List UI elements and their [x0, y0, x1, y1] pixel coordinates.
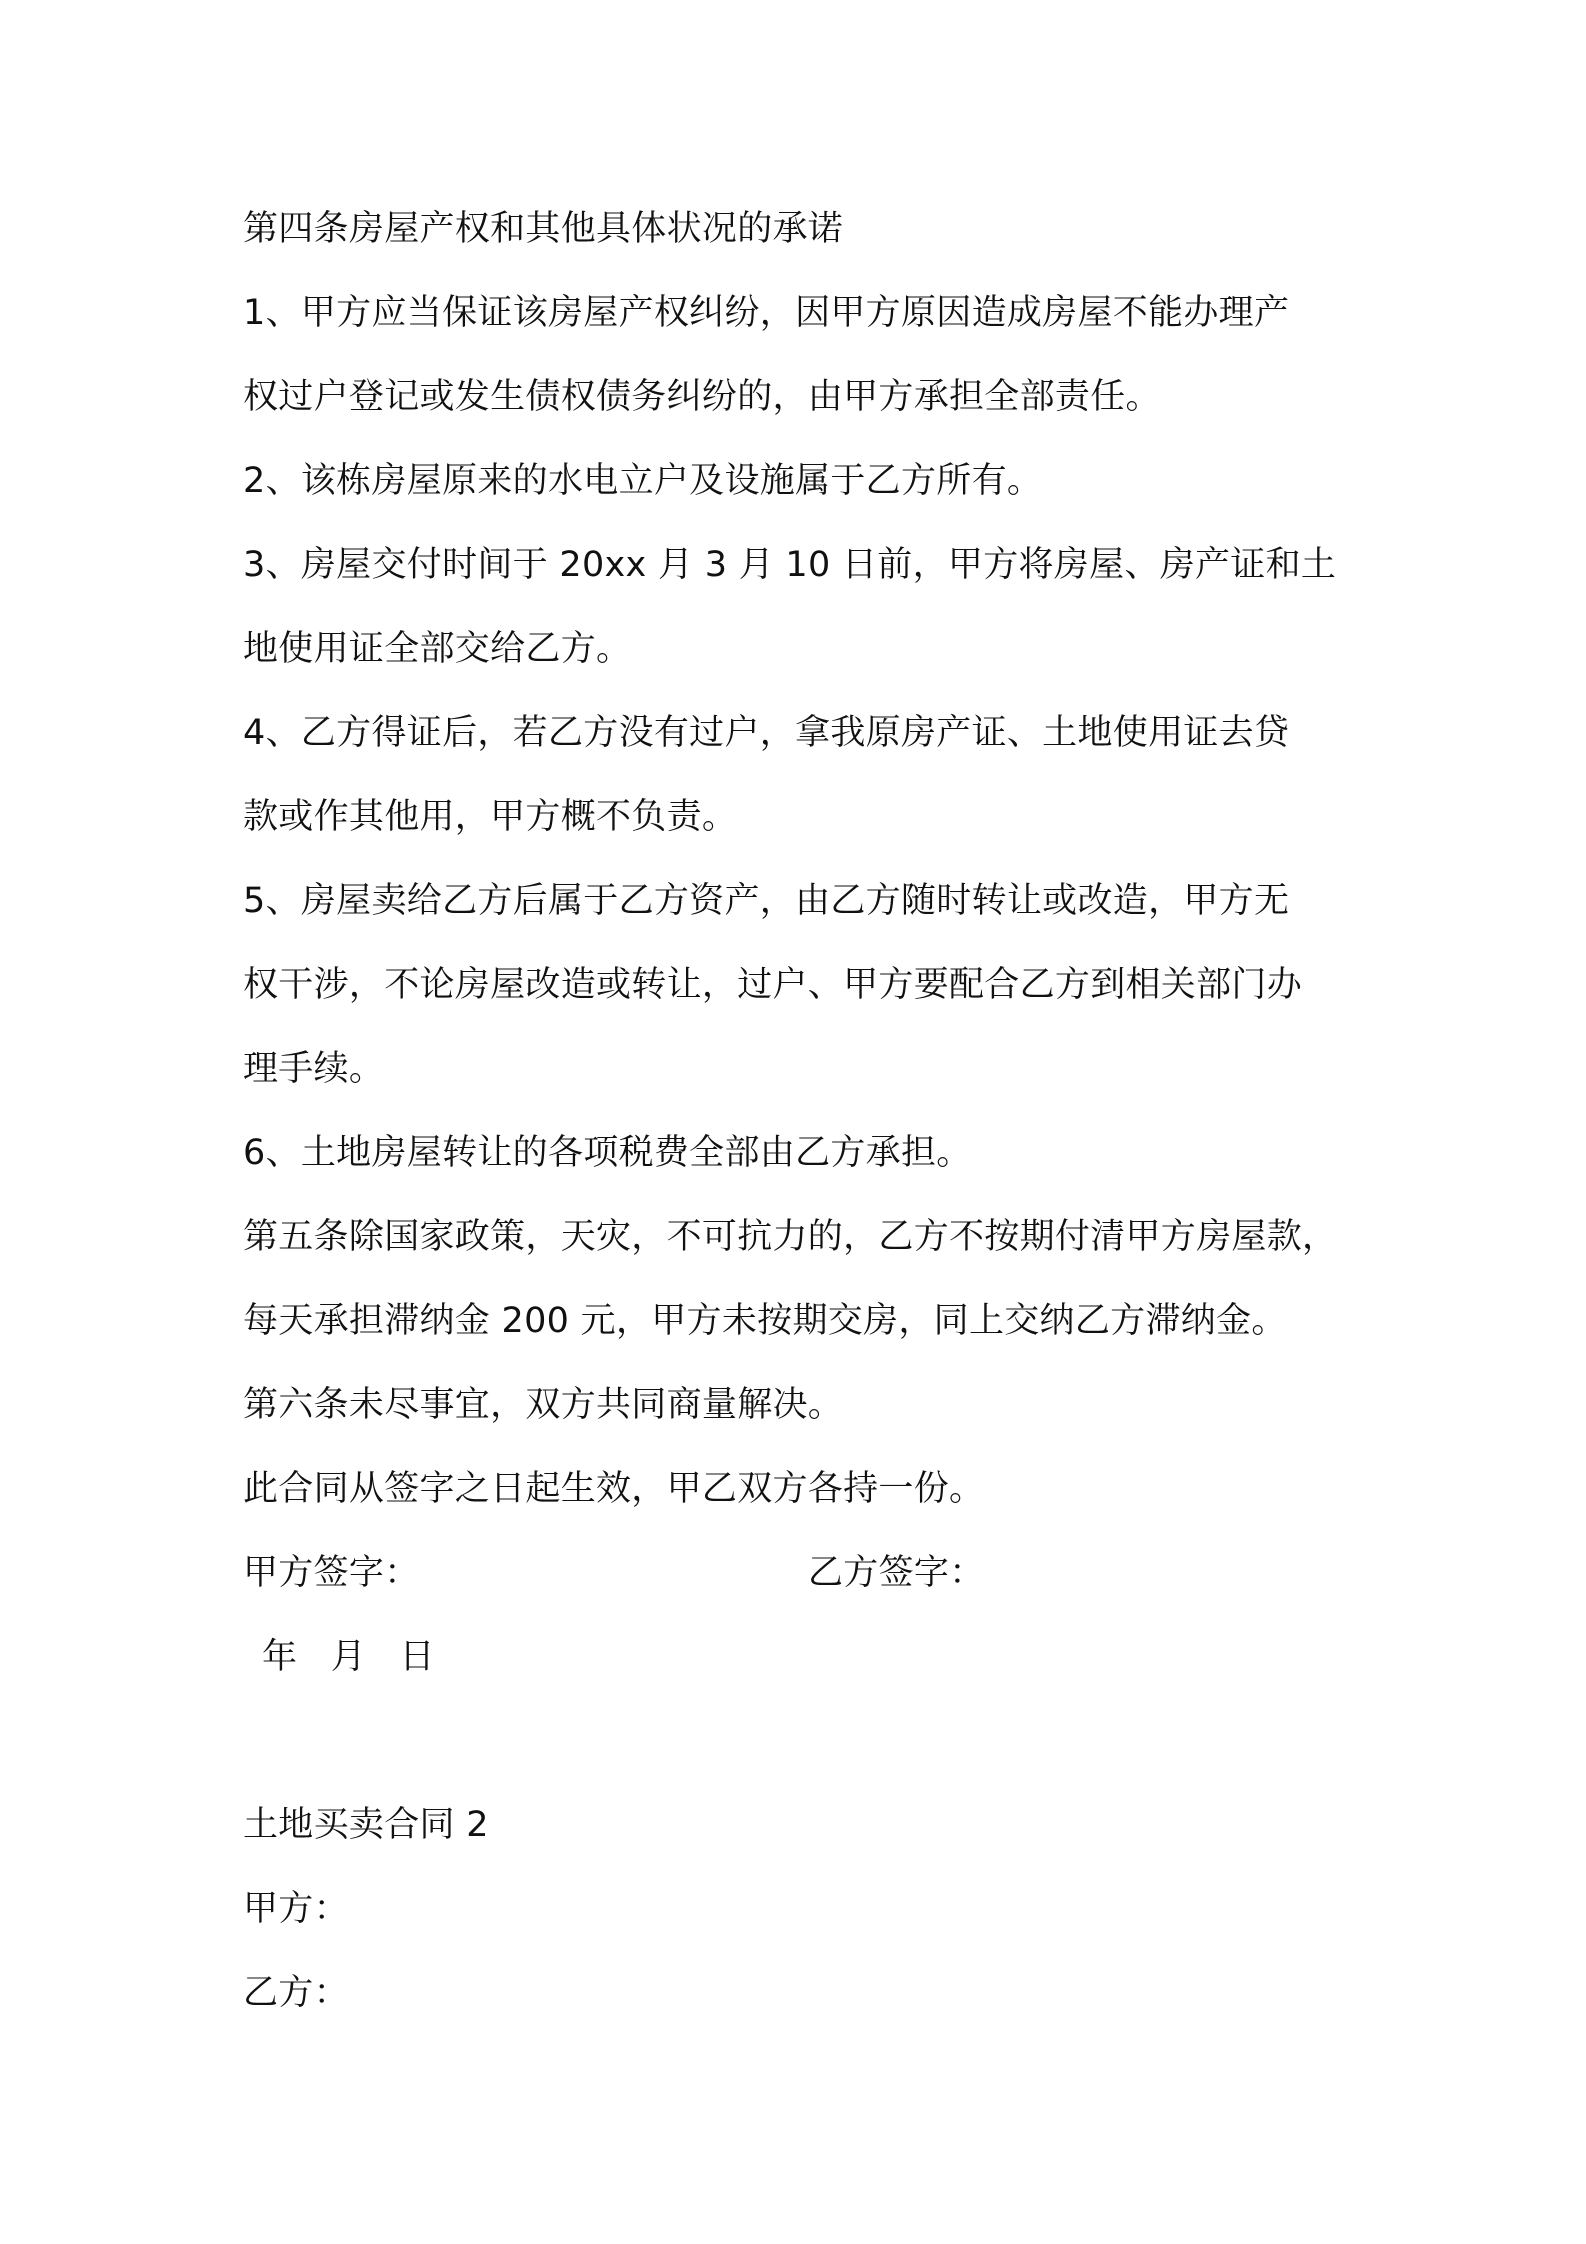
article4-item5-line2: 权干涉，不论房屋改造或转让，过户、甲方要配合乙方到相关部门办 — [243, 965, 1303, 1005]
date-day-label: 日 — [399, 1637, 435, 1677]
article4-item3-line2: 地使用证全部交给乙方。 — [243, 629, 632, 669]
next-contract-title: 土地买卖合同 2 — [243, 1805, 489, 1845]
date-month-label: 月 — [330, 1637, 367, 1677]
article4-heading: 第四条房屋产权和其他具体状况的承诺 — [243, 209, 844, 249]
signature-date — [262, 1635, 457, 1679]
article4-item1-line1: 1、甲方应当保证该房屋产权纠纷，因甲方原因造成房屋不能办理产 — [243, 293, 1290, 333]
article6: 第六条未尽事宜，双方共同商量解决。 — [243, 1385, 844, 1425]
article4-item2: 2、该栋房屋原来的水电立户及设施属于乙方所有。 — [243, 461, 1043, 501]
article5-line1: 第五条除国家政策，天灾，不可抗力的，乙方不按期付清甲方房屋款， — [243, 1217, 1338, 1257]
date-year-label: 年 — [262, 1637, 298, 1677]
next-contract-party-b: 乙方： — [243, 1973, 349, 2013]
next-contract-party-a: 甲方： — [243, 1889, 349, 1929]
article4-item4-line2: 款或作其他用，甲方概不负责。 — [243, 797, 738, 837]
article4-item5-line1: 5、房屋卖给乙方后属于乙方资产，由乙方随时转让或改造，甲方无 — [243, 881, 1290, 921]
article4-item4-line1: 4、乙方得证后，若乙方没有过户，拿我原房产证、土地使用证去贷 — [243, 713, 1290, 753]
effective-clause: 此合同从签字之日起生效，甲乙双方各持一份。 — [243, 1469, 985, 1509]
article4-item5-line3: 理手续。 — [243, 1049, 385, 1089]
article4-item1-line2: 权过户登记或发生债权债务纠纷的，由甲方承担全部责任。 — [243, 377, 1161, 417]
article4-item6: 6、土地房屋转让的各项税费全部由乙方承担。 — [243, 1133, 972, 1173]
party-b-signature-label: 乙方签字： — [808, 1553, 985, 1593]
party-a-signature-label: 甲方签字： — [243, 1553, 420, 1593]
article4-item3-line1: 3、房屋交付时间于 20xx 月 3 月 10 日前，甲方将房屋、房产证和土 — [243, 545, 1337, 585]
article5-line2: 每天承担滞纳金 200 元，甲方未按期交房，同上交纳乙方滞纳金。 — [243, 1301, 1287, 1341]
